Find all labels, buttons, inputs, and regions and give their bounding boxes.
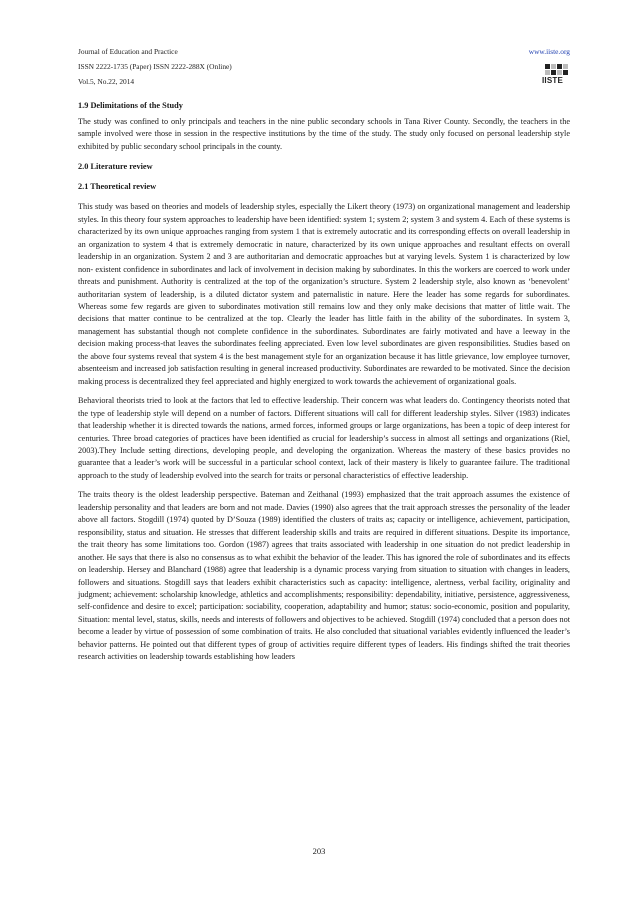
likert-theory-paragraph: This study was based on theories and models of leadership styles, especially the Likert theory (1973) on organizational management and leadership styles. In this theory four system approaches to leadership have been identified: system 1; system 2; system 3 and system 4. Each of these systems is characterized by its own unique approaches ranging from system 1 that is extremely autocratic and its corresponding effects on overall leadership in an organization to system 4 that is extremely democratic in nature, characterized by its own unique approaches and resultant effects on overall leadership in an organization. System 2 and 3 are authoritarian and democratic approaches but at varying levels. System 1 is characterized by low non- existent confidence in subordinates and lack of involvement in decision making by subordinates. In this the workers are coerced to work under threats and punishment. Authority is centralized at the top of the organization’s structure. System 2 leadership style, also known as ‘benevolent’ authoritarian system of leadership, is a diluted dictator system and paternalistic in nature. Here the leader has some regards for subordinates. Whereas some few regards are given to subordinates motivation still remains low and they only make decisions that matter of little wait. The decisions that matter continue to be centralized at the top. Clearly the leader has little faith in the ability of the subordinates. In system 3, management has substantial though not complete confidence in the subordinates. Subordinates are fairly motivated and have a leeway in the decision making process-that leaves the subordinates feeling appreciated. Even low level subordinates are given responsibilities. Studies based on the above four systems reveal that system 4 is the best management style for an organization because it has little grievance, low employee turnover, absenteeism and increased job satisfaction resulting in general increased productivity. Subordinates are rewarded to be motivated. Since the decision making process is decentralized they feel appreciated and highly energized to work towards the achievement of organizational goals. bbox=[78, 202, 570, 386]
delimitations-paragraph: The study was confined to only principals and teachers in the nine public secondary schools in Tana River County. Secondly, the teachers in the sample involved were those in session in the respective institutions by the time of the study. The study only focused on personal leadership style exhibited by public secondary school principals in the county. bbox=[78, 117, 570, 151]
traits-theory-paragraph: The traits theory is the oldest leadership perspective. Bateman and Zeithanal (1993) emphasized that the trait approach assumes the existence of leadership personality and that leaders are born and not made. Davies (1990) also agrees that the trait approach stresses the personality of the leader above all factors. Stogdill (1974) quoted by D’Souza (1989) identified the clusters of traits as; capacity or intelligence, achievement, participation, responsibility, status and situation. He stresses that different leadership skills and traits are required in different situations. Despite its importance, the trait theory has some limitations too. Gordon (1987) agrees that traits associated with leadership in one situation do not predict leadership in another. He says that there is also no consensus as to what exhibit the behavior of the leader. This has ignored the role of subordinates and its effects on leadership. Hersey and Blanchard (1988) agree that leadership is a dynamic process varying from situation to situation with changes in leaders, followers and situations. Stogdill says that leaders exhibit characteristics such as capacity: intelligence, alertness, verbal facility, originality and judgment; achievement: scholarship knowledge, athletics and accomplishments; responsibility: dependability, initiative, persistence, aggressiveness, self-confidence and desire to excel; participation: sociability, cooperation, adaptability and humor; status: socio-economic, position and popularity, Situation: mental level, status, skills, needs and interests of followers and objectives to be achieved. Stogdill (1974) concluded that a person does not become a leader by virtue of possession of some combination of traits. He also concluded that situational variables evidently influenced the leader’s behavior patterns. He pointed out that different types of group of activities require different types of leaders. His findings shifted the trait theories research activities on leadership towards establishing how leaders bbox=[78, 490, 570, 662]
journal-url-link[interactable]: www.iiste.org bbox=[528, 47, 570, 56]
page-number: 203 bbox=[312, 846, 326, 856]
volume-line: Vol.5, No.22, 2014 bbox=[78, 77, 135, 86]
page-header bbox=[78, 44, 570, 102]
journal-name: Journal of Education and Practice bbox=[78, 47, 178, 56]
delimitations-heading: 1.9 Delimitations of the Study bbox=[78, 101, 183, 110]
main-content bbox=[78, 100, 570, 664]
logo-grid-icon bbox=[545, 64, 570, 75]
behavioral-theorists-paragraph: Behavioral theorists tried to look at the factors that led to effective leadership. Their concern was what leaders do. Contingency theorists noted that the type of leadership style will depend on a number of factors. Different situations will call for different leadership styles. Silver (1983) indicates that leadership whether it is directed towards the nations, armed forces, informed groups or large organizations, has been a topic of deep interest for centuries. Three broad categories of practices have been identified as crucial for leadership’s success in almost all settings and organizations (Riel, 2003).They Include setting directions, developing people, and developing the organization. Whereas the mastery of these basics provides no guarantee that a leader’s work will be successful in a particular school context, lack of their mastery is likely to guarantee failure. The traditional approach to the study of leadership evolved into the search for traits or personal characteristics of effective leadership. bbox=[78, 396, 570, 480]
iiste-logo bbox=[542, 64, 570, 92]
theoretical-review-heading: 2.1 Theoretical review bbox=[78, 182, 157, 192]
logo-text: IISTE bbox=[542, 76, 564, 85]
literature-review-heading: 2.0 Literature review bbox=[78, 162, 153, 172]
issn-line: ISSN 2222-1735 (Paper) ISSN 2222-288X (Online) bbox=[78, 62, 232, 71]
